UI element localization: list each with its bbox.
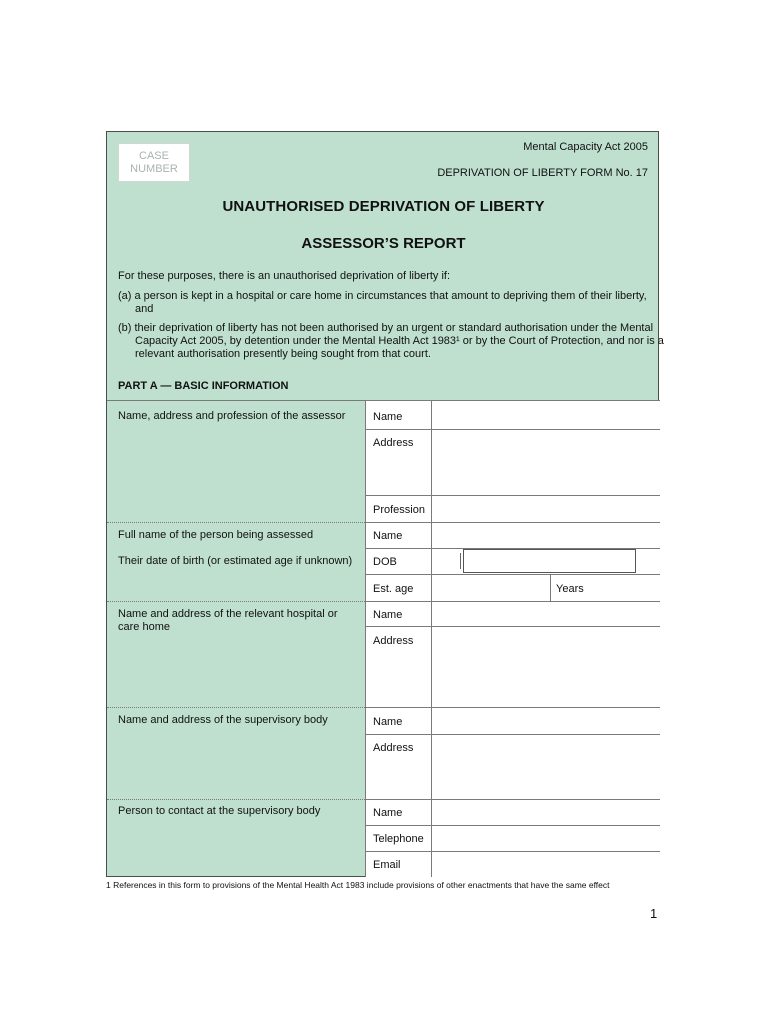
supervisory-name-label: Name: [373, 716, 403, 728]
field-line: [365, 574, 660, 575]
contact-telephone-input[interactable]: [433, 828, 658, 849]
supervisory-name-input[interactable]: [433, 710, 658, 732]
assessor-name-label: Name: [373, 411, 403, 423]
years-label: Years: [556, 583, 584, 595]
assessor-label: Name, address and profession of the assessor: [118, 410, 346, 422]
hospital-address-input[interactable]: [433, 629, 658, 705]
dob-label: Their date of birth (or estimated age if unknown): [118, 555, 353, 567]
column-line: [431, 400, 432, 877]
field-line: [365, 429, 660, 430]
field-line: [365, 734, 660, 735]
column-line: [365, 400, 366, 877]
intro-lead: For these purposes, there is an unauthorised deprivation of liberty if:: [118, 270, 451, 282]
form-title: UNAUTHORISED DEPRIVATION OF LIBERTY: [222, 198, 545, 215]
divider: [107, 522, 365, 523]
supervisory-address-label: Address: [373, 742, 414, 754]
hospital-address-label: Address: [373, 635, 414, 647]
assessor-profession-label: Profession: [373, 504, 425, 516]
act-name: Mental Capacity Act 2005: [523, 141, 648, 153]
field-line: [365, 851, 660, 852]
contact-label: Person to contact at the supervisory body: [118, 805, 321, 817]
supervisory-label: Name and address of the supervisory body: [118, 714, 328, 726]
part-a-heading: PART A — BASIC INFORMATION: [118, 380, 289, 392]
assessor-address-label: Address: [373, 437, 414, 449]
contact-telephone-label: Telephone: [373, 833, 424, 845]
hospital-name-input[interactable]: [433, 604, 658, 624]
field-line: [365, 707, 660, 708]
est-age-input[interactable]: [433, 577, 547, 599]
assessor-address-input[interactable]: [433, 432, 658, 493]
hospital-name-label: Name: [373, 609, 403, 621]
assessor-profession-input[interactable]: [433, 498, 658, 520]
field-line: [365, 799, 660, 800]
form-subtitle: ASSESSOR’S REPORT: [301, 235, 466, 252]
hospital-label: Name and address of the relevant hospital or care home: [118, 608, 338, 633]
supervisory-address-input[interactable]: [433, 737, 658, 797]
contact-name-input[interactable]: [433, 802, 658, 823]
page-number: 1: [650, 906, 658, 921]
person-name-label: Name: [373, 530, 403, 542]
assessor-name-input[interactable]: [433, 403, 658, 427]
deprivation-form: [106, 131, 664, 877]
divider: [107, 601, 365, 602]
case-number-box[interactable]: CASE NUMBER: [118, 143, 190, 182]
dob-input[interactable]: [463, 549, 636, 573]
field-line: [365, 626, 660, 627]
form-number: DEPRIVATION OF LIBERTY FORM No. 17: [437, 167, 648, 179]
intro-item-a: (a) a person is kept in a hospital or care home in circumstances that amount to depriving them of their liberty, and: [118, 290, 647, 315]
text-cursor: [460, 553, 461, 569]
person-name-input[interactable]: [433, 524, 658, 546]
footnote: 1 References in this form to provisions of the Mental Health Act 1983 include provisions of other enactments that have the same effect: [106, 880, 610, 890]
divider: [107, 400, 660, 401]
field-line: [365, 601, 660, 602]
field-line: [365, 495, 660, 496]
divider: [107, 707, 365, 708]
column-line: [550, 574, 551, 601]
contact-email-input[interactable]: [433, 854, 658, 875]
intro-item-b: (b) their deprivation of liberty has not been authorised by an urgent or standard authorisation under the Mental Capacity Act 2005, by detention under the Mental Health Act 1983¹ or by the Court of Protection, and nor is a relevant authorisation presently being sought from that court.: [118, 322, 664, 360]
contact-name-label: Name: [373, 807, 403, 819]
contact-email-label: Email: [373, 859, 401, 871]
est-age-label: Est. age: [373, 583, 414, 595]
person-label: Full name of the person being assessed: [118, 529, 314, 541]
field-line: [365, 825, 660, 826]
divider: [107, 799, 365, 800]
dob-field-label: DOB: [373, 556, 397, 568]
field-line: [365, 522, 660, 523]
